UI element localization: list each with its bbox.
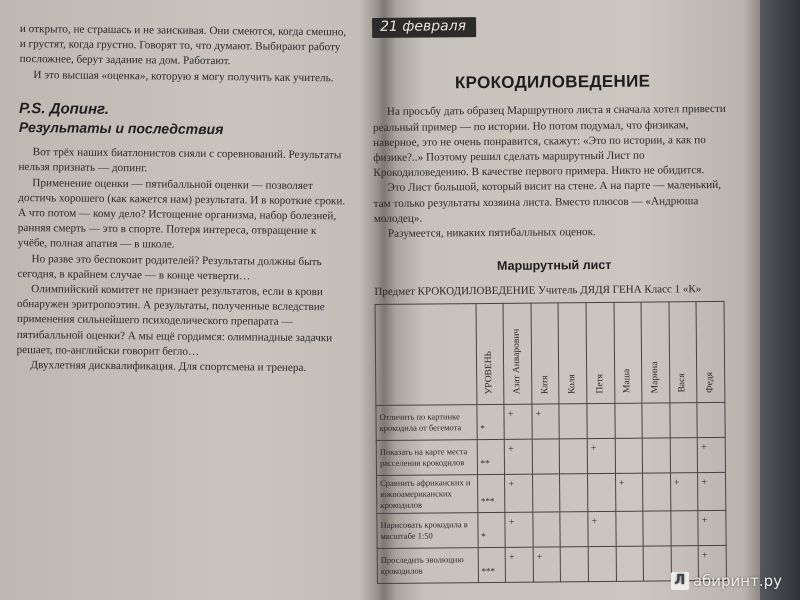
table-corner-cell — [375, 303, 477, 405]
mark-cell: + — [670, 472, 698, 510]
column-header-label: Петя — [594, 373, 606, 394]
table-header-row — [375, 301, 725, 405]
mark-cell: + — [533, 547, 561, 582]
task-cell: Нарисовать крокодила в масштабе 1:50 — [377, 512, 478, 548]
mark-cell — [587, 403, 615, 438]
mark-cell — [588, 546, 616, 581]
labirint-logo-icon: Л — [671, 572, 689, 590]
left-paragraph: Применение оценки — пятибалльной оценки — позволяет достичь хорошего (как кажется нам) результата. И в короткие сроки. А что потом — кому дело? Истощение организма, набор болезней, ранняя смерть — это в спорте. Потеря интереса, отвращение к учёбе, полная апатия — в школе. — [17, 176, 346, 252]
mark-cell: + — [698, 472, 726, 510]
column-header-label: Вася — [677, 373, 688, 393]
mark-cell — [615, 438, 643, 473]
date-badge: 21 февраля — [372, 17, 476, 38]
labirint-watermark — [671, 572, 782, 590]
mark-cell — [533, 512, 561, 547]
task-cell: Отличить по картинке крокодила от бегемота — [376, 404, 477, 440]
task-cell: Показать на карте места расселения крокодилов — [376, 439, 477, 475]
column-header — [669, 301, 697, 402]
column-header — [586, 302, 614, 403]
column-header-label: Азат Анварович — [511, 328, 523, 395]
section-heading-doping: P.S. Допинг. — [19, 99, 110, 118]
mark-cell — [561, 546, 589, 581]
level-cell: ** — [477, 439, 505, 474]
left-top-paragraph: и открыто, не страшась и не заискивая. Они смеются, когда смешно, и грустят, когда грустно. Говорят то, что думают. Выбирают работу посложнее, берут задание на дом. Работают. — [19, 22, 347, 68]
right-paragraph: На просьбу дать образец Маршрутного листа я сначала хотел привести реальный пример — по истории. Но потом подумал, что физикам, наверное, это не очень понравится, скажут: «Это по истории, а как по физике?..» Поэтому решил сделать маршрутный Лист по Крокодиловедению. В качестве первого примера. Никто не обидится. — [372, 103, 726, 180]
table-row — [377, 472, 726, 513]
column-header — [641, 302, 669, 403]
mark-cell — [671, 510, 699, 545]
left-paragraph: Вот трёх наших биатлонистов сняли с соревнований. Результаты нельзя признать — допинг. — [18, 146, 342, 175]
level-cell: *** — [477, 474, 505, 512]
left-paragraph: Но разве это беспокоит родителей? Результаты должны быть сегодня, в крайнем случае — в конце четверти… — [17, 252, 322, 283]
mark-cell — [532, 439, 560, 474]
mark-cell — [642, 438, 670, 473]
mark-cell — [559, 403, 587, 438]
task-cell: Проследить эволюцию крокодилов — [377, 547, 478, 583]
mark-cell — [670, 402, 698, 437]
table-caption: Предмет КРОКОДИЛОВЕДЕНИЕ Учитель ДЯДЯ ГЕНА Класс 1 «К» — [374, 283, 702, 299]
section-subheading-results: Результаты и последствия — [18, 119, 224, 138]
level-cell: *** — [478, 547, 506, 582]
left-page — [16, 22, 350, 377]
mark-cell — [643, 511, 671, 546]
right-body-paragraphs — [373, 102, 734, 242]
book-edge — [760, 0, 800, 600]
mark-cell: + — [506, 547, 534, 582]
right-paragraph: Разумеется, никаких пятибалльных оценок. — [387, 226, 596, 240]
left-top-paragraph: И это высшая «оценка», которую я могу получить как учитель. — [33, 68, 334, 84]
mark-cell: + — [505, 474, 533, 512]
table-body — [376, 402, 727, 583]
right-paragraph: Это Лист большой, который висит на стене. А на парте — маленький, там только результаты хозяина листа. Вместо плюсов — «Андрюша молодец». — [373, 179, 722, 225]
mark-cell — [532, 474, 560, 512]
watermark-text: абиринт.ру — [692, 572, 782, 590]
mark-cell: + — [504, 404, 532, 439]
mark-cell: + — [698, 437, 726, 472]
column-header — [614, 302, 642, 403]
mark-cell: + — [587, 438, 615, 473]
column-header-label: Коля — [567, 374, 578, 394]
mark-cell: + — [505, 512, 533, 547]
level-cell: * — [478, 512, 506, 547]
mark-cell: + — [615, 473, 643, 511]
mark-cell — [560, 473, 588, 511]
column-header-label: УРОВЕНЬ — [484, 350, 495, 395]
mark-cell — [642, 403, 670, 438]
route-sheet-title: Маршрутный лист — [496, 258, 612, 274]
mark-cell: + — [698, 510, 726, 545]
column-header-label: Маша — [622, 368, 633, 394]
task-cell: Сравнить африканских и южноамериканских крокодилов — [377, 474, 478, 513]
mark-cell — [615, 403, 643, 438]
mark-cell — [560, 511, 588, 546]
column-header-label: Катя — [539, 375, 550, 394]
mark-cell: + — [588, 511, 616, 546]
mark-cell — [616, 546, 644, 581]
table-row — [376, 402, 725, 440]
right-page — [372, 11, 737, 584]
column-header-label: Марина — [649, 361, 661, 394]
mark-cell: + — [698, 545, 726, 580]
mark-cell — [643, 546, 671, 581]
left-body-paragraphs — [16, 145, 348, 376]
column-header — [531, 303, 559, 404]
column-header — [503, 303, 531, 404]
mark-cell — [643, 473, 671, 511]
mark-cell — [670, 437, 698, 472]
mark-cell — [560, 438, 588, 473]
chapter-title: КРОКОДИЛОВЕДЕНИЕ — [454, 71, 651, 93]
route-sheet-table — [375, 301, 727, 584]
left-paragraph: Олимпийский комитет не признает результатов, если в крови обнаружен эритропоэтин. А результаты, полученные вследствие применения сильнейшего психоделического препарата — пятибалльной оценки? А мы ещё гордимся: олимпиадные задачки решает, по-английски говорит бегло… — [16, 283, 333, 358]
left-top-paragraphs — [19, 22, 350, 86]
mark-cell: + — [532, 404, 560, 439]
left-paragraph: Двухлетняя дисквалификация. Для спортсмена и тренера. — [30, 359, 307, 375]
mark-cell — [615, 511, 643, 546]
mark-cell — [697, 402, 725, 437]
column-header — [476, 303, 505, 404]
table-row — [376, 437, 725, 475]
mark-cell — [588, 473, 616, 511]
column-header-label: Федя — [705, 371, 716, 393]
mark-cell: + — [505, 439, 533, 474]
table-row — [377, 510, 726, 548]
column-header — [696, 301, 725, 402]
column-header — [559, 302, 587, 403]
level-cell: * — [477, 404, 505, 439]
